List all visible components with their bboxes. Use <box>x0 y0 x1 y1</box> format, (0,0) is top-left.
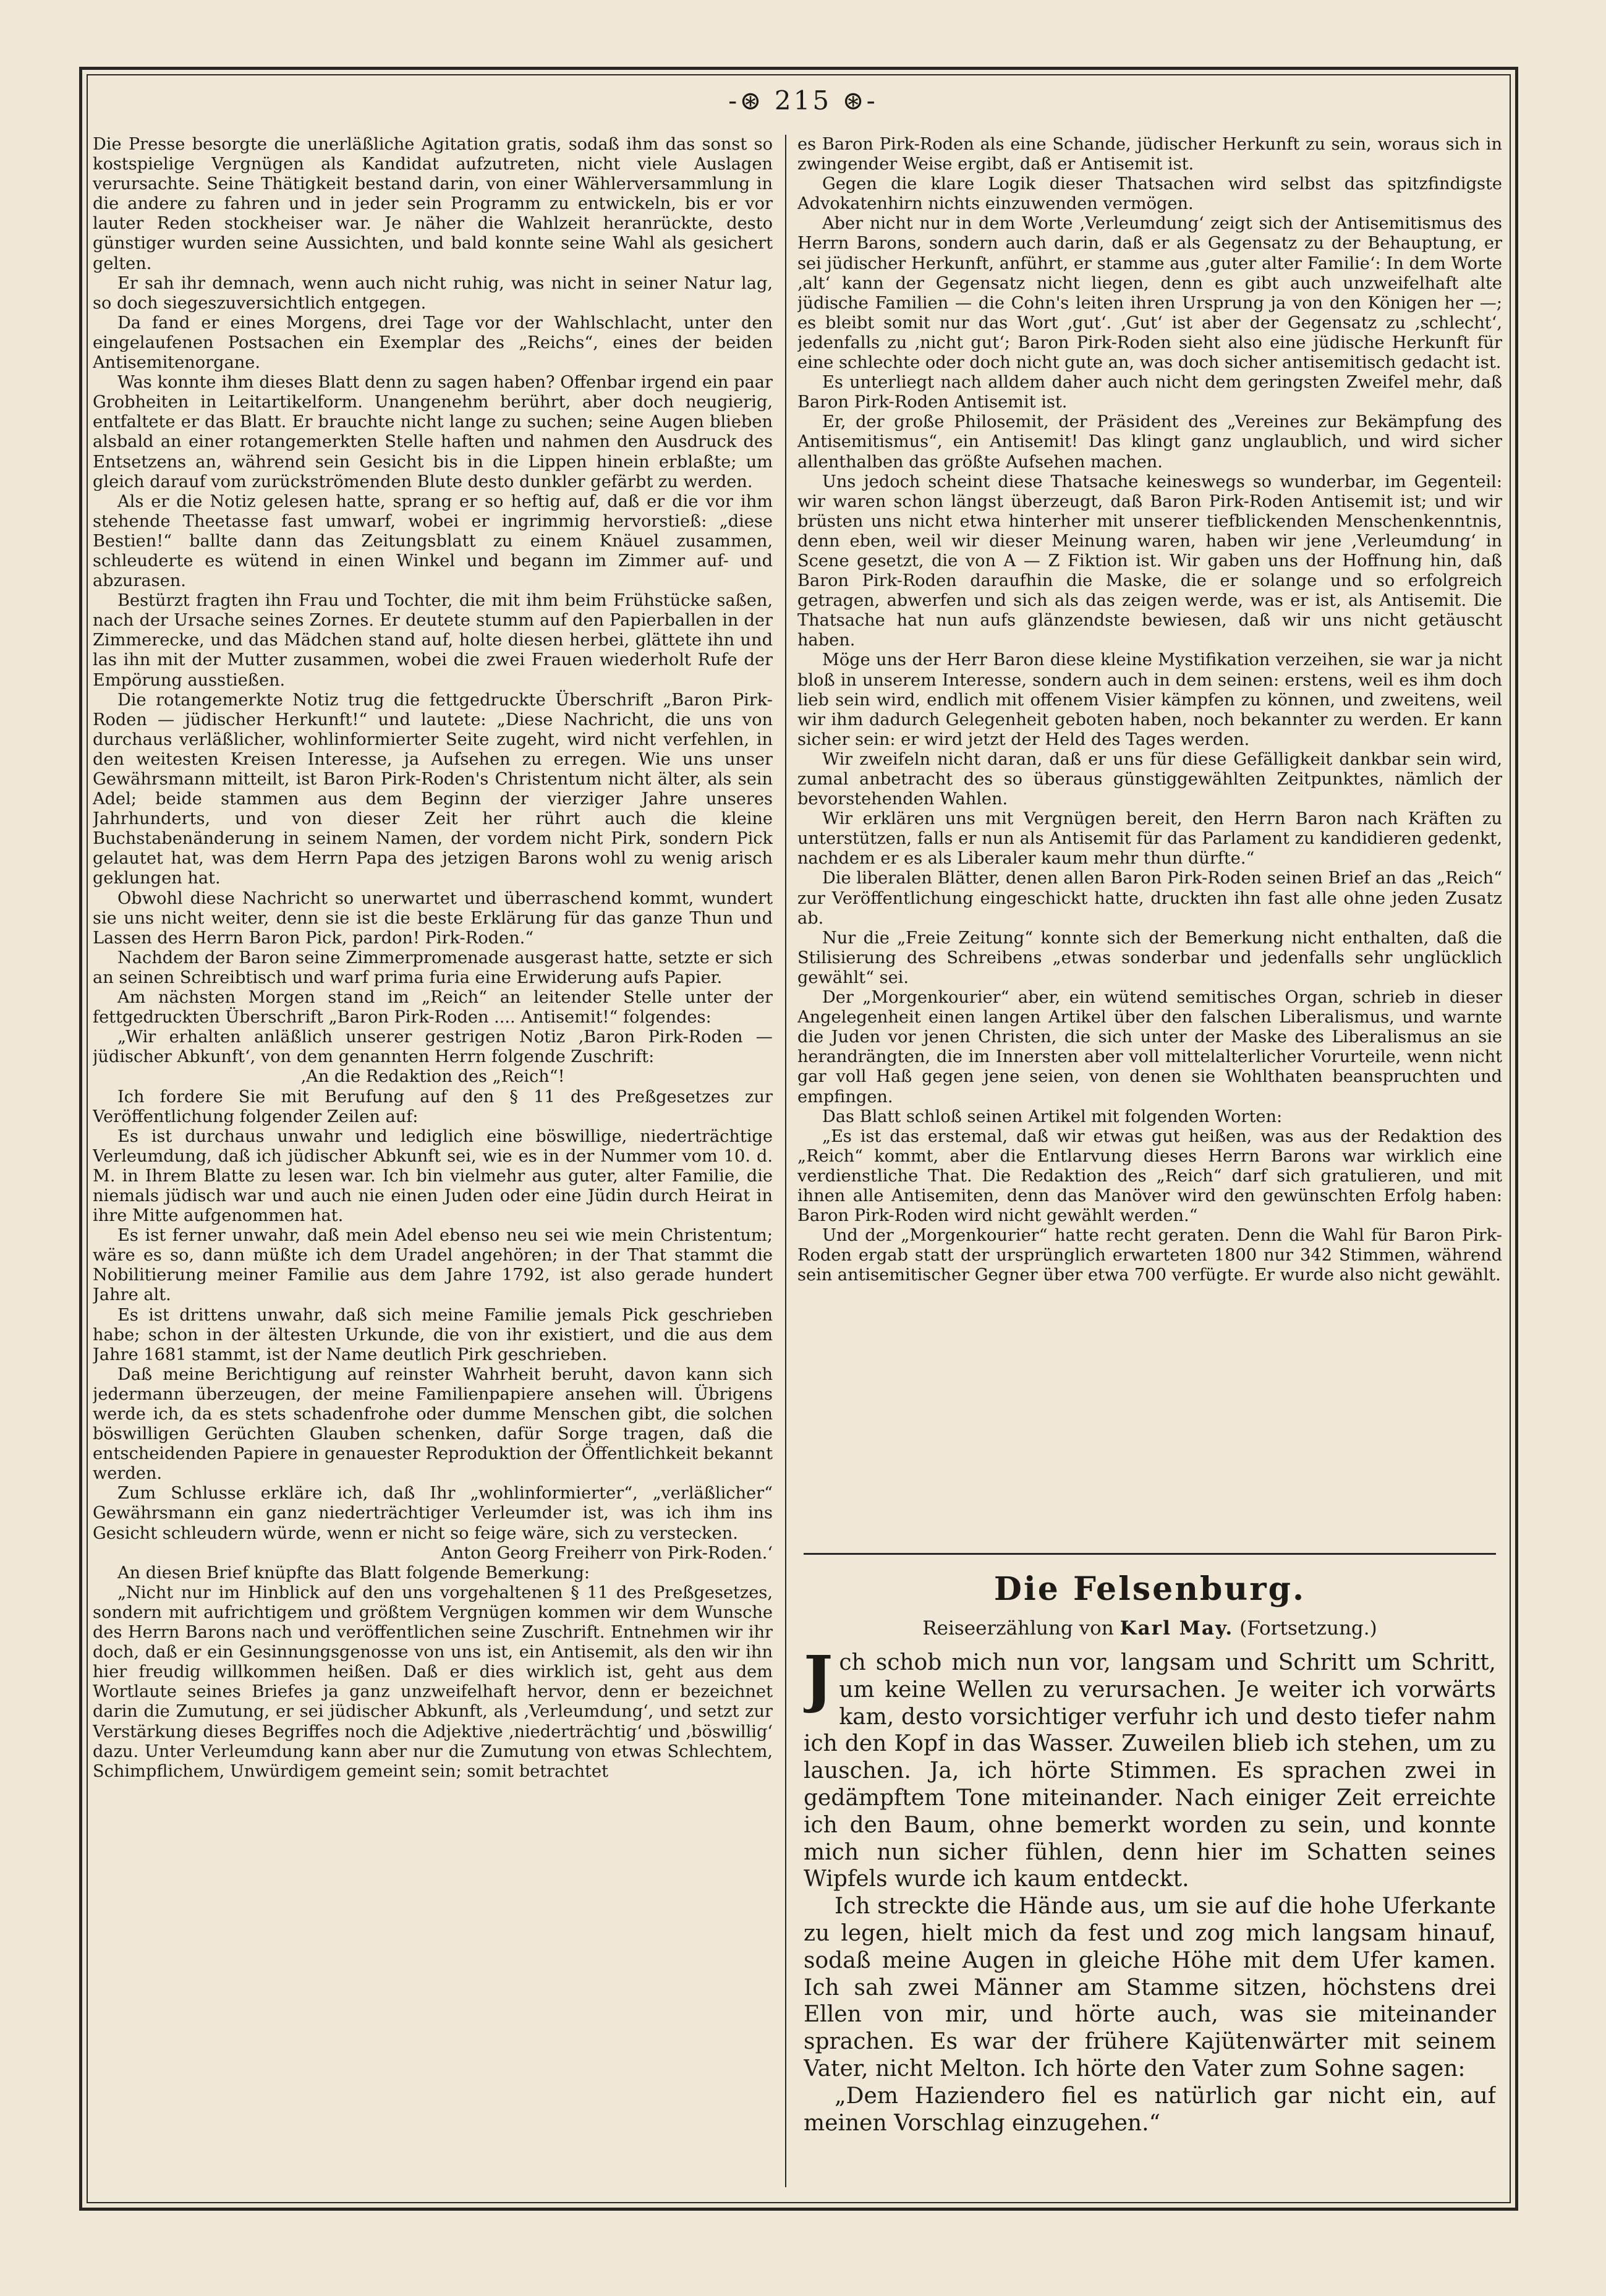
paragraph: Am nächsten Morgen stand im „Reich“ an leitender Stelle unter der fettgedruckten Überschrift „Baron Pirk-Roden .... Antisemit!“ folgendes: <box>93 988 773 1027</box>
paragraph: Zum Schlusse erkläre ich, daß Ihr „wohlinformierter“, „verläßlicher“ Gewährsmann ein ganz niederträchtiger Verleumder ist, was ich ihm ins Gesicht schleudern würde, wenn er nicht so feige wäre, sich zu verstecken. <box>93 1484 773 1543</box>
page-number-header <box>0 85 1606 116</box>
paragraph: Die rotangemerkte Notiz trug die fettgedruckte Überschrift „Baron Pirk-Roden — jüdischer Herkunft!“ und lautete: „Diese Nachricht, die uns von durchaus verläßlicher, wohlinformierter Seite zugeht, wird nicht verfehlen, in den weitesten Kreisen Interesse, ja Aufsehen zu erregen. Wie uns unser Gewährsmann mitteilt, ist Baron Pirk-Roden's Christentum nicht älter, als sein Adel; beide stammen aus dem Beginn der vierziger Jahre unseres Jahrhunderts, und von dieser Zeit her rührt auch die kleine Buchstabenänderung in seinem Namen, der vordem nicht Pirk, sondern Pick gelautet hat, was dem Herrn Papa des jetzigen Barons wohl zu wenig arisch geklungen hat. <box>93 690 773 888</box>
subtitle-prefix: Reiseerzählung von <box>922 1617 1114 1639</box>
paragraph: Es ist ferner unwahr, daß mein Adel ebenso neu sei wie mein Christentum; wäre es so, dann müßte ich dem Uradel angehören; in der That stammt die Nobilitierung meiner Familie aus dem Jahre 1792, ist also gerade hundert Jahre alt. <box>93 1226 773 1305</box>
paragraph: Als er die Notiz gelesen hatte, sprang er so heftig auf, daß er die vor ihm stehende Theetasse fast umwarf, wobei er ingrimmig hervorstieß: „diese Bestien!“ ballte dann das Zeitungsblatt zu einem Knäuel zusammen, schleuderte es wütend in einen Winkel und begann im Zimmer auf- und abzurasen. <box>93 491 773 591</box>
paragraph: Bestürzt fragten ihn Frau und Tochter, die mit ihm beim Frühstücke saßen, nach der Ursache seines Zornes. Er deutete stumm auf den Papierballen in der Zimmerecke, und das Mädchen stand auf, holte diesen herbei, glättete ihn und las ihn mit der Mutter zusammen, wobei die zwei Frauen wiederholt Rufe der Empörung ausstießen. <box>93 591 773 690</box>
paragraph: Die liberalen Blätter, denen allen Baron Pirk-Roden seinen Brief an das „Reich“ zur Veröffentlichung eingeschickt hatte, druckten ihn fast alle ohne jeden Zusatz ab. <box>797 869 1502 928</box>
paragraph: Die Presse besorgte die unerläßliche Agitation gratis, sodaß ihm das sonst so kostspielige Vergnügen als Kandidat aufzutreten, nicht viele Auslagen verursachte. Seine Thätigkeit bestand darin, von einer Wählerversammlung in die andere zu fahren und in jeder sein Programm zu entwickeln, bis er vor lauter Reden stockheiser war. Je näher die Wahlzeit heranrückte, desto günstiger wurden seine Aussichten, und bald konnte seine Wahl als gesichert gelten. <box>93 135 773 273</box>
paragraph: Nachdem der Baron seine Zimmerpromenade ausgerast hatte, setzte er sich an seinen Schreibtisch und warf prima furia eine Erwiderung aufs Papier. <box>93 948 773 987</box>
paragraph: Nur die „Freie Zeitung“ konnte sich der Bemerkung nicht enthalten, daß die Stilisierung des Schreibens „etwas sonderbar und jedenfalls sehr unglücklich gewählt“ sei. <box>797 928 1502 987</box>
paragraph: Er, der große Philosemit, der Präsident des „Vereines zur Bekämpfung des Antisemitismus“, ein Antisemit! Das klingt ganz unglaublich, und wird sicher allenthalben das größte Aufsehen machen. <box>797 412 1502 472</box>
paragraph: „Es ist das erstemal, daß wir etwas gut heißen, was aus der Redaktion des „Reich“ kommt, aber die Entlarvung dieses Herrn Barons war wirklich eine verdienstliche That. Die Redaktion des „Reich“ darf sich gratulieren, und mit ihnen alle Antisemiten, denn das Manöver wird den gewünschten Erfolg haben: Baron Pirk-Roden wird nicht gewählt werden.“ <box>797 1126 1502 1226</box>
story-body <box>804 1649 1496 2156</box>
paragraph: Der „Morgenkourier“ aber, ein wütend semitisches Organ, schrieb in dieser Angelegenheit einen langen Artikel über den falschen Liberalismus, und warnte die Juden vor jenen Christen, die sich unter der Maske des Liberalismus an sie herandrängten, die im Innersten aber voll mittelalterlicher Vorurteile, wenn nicht gar voll Haß gegen jene seien, von denen sie Wohlthaten beanspruchten und empfingen. <box>797 988 1502 1107</box>
subtitle-suffix: (Fortsetzung.) <box>1239 1617 1377 1639</box>
page-number: 215 <box>774 85 832 116</box>
paragraph: Was konnte ihm dieses Blatt denn zu sagen haben? Offenbar irgend ein paar Grobheiten in Leitartikelform. Unangenehm berührt, aber doch neugierig, entfaltete er das Blatt. Er brauchte nicht lange zu suchen; seine Augen blieben alsbald an einer rotangemerkten Stelle haften und nahmen den Ausdruck des Entsetzens an, während sein Gesicht bis in die Lippen hinein erblaßte; um gleich darauf vom zurückströmenden Blute desto dunkler gefärbt zu werden. <box>93 373 773 491</box>
story-subtitle <box>797 1617 1502 1639</box>
paragraph: Obwohl diese Nachricht so unerwartet und überraschend kommt, wundert sie uns nicht weiter, denn sie ist die beste Erklärung für das ganze Thun und Lassen des Herrn Baron Pick, pardon! Pirk-Roden.“ <box>93 888 773 948</box>
paragraph: Da fand er eines Morgens, drei Tage vor der Wahlschlacht, unter den eingelaufenen Postsachen ein Exemplar des „Reichs“, eines der beiden Antisemitenorgane. <box>93 313 773 373</box>
paragraph: Und der „Morgenkourier“ hatte recht geraten. Denn die Wahl für Baron Pirk-Roden ergab statt der ursprünglich erwarteten 1800 nur 342 Stimmen, während sein antisemitischer Gegner über etwa 700 verfügte. Er wurde also nicht gewählt. <box>797 1226 1502 1285</box>
right-column <box>797 135 1502 1544</box>
drop-cap: J <box>804 1649 833 1715</box>
paragraph: Aber nicht nur in dem Worte ‚Verleumdung‘ zeigt sich der Antisemitismus des Herrn Barons, sondern auch darin, daß er als Gegensatz zu der Behauptung, er sei jüdischer Herkunft, anführt, er stamme aus ‚guter alter Familie‘: In dem Worte ‚alt‘ kann der Gegensatz nicht liegen, denn es gibt auch unzweifelhaft alte jüdische Familien — die Cohn's leiten ihren Ursprung ja von den Königen her —; es bleibt somit nur das Wort ‚gut‘. ‚Gut‘ ist aber der Gegensatz zu ‚schlecht‘, jedenfalls zu ‚nicht gut‘; Baron Pirk-Roden sieht also eine jüdische Herkunft für eine schlechte oder doch nicht gute an, was doch sicher antisemitisch gedacht ist. <box>797 214 1502 373</box>
letter-signature: Anton Georg Freiherr von Pirk-Roden.‘ <box>441 1543 773 1563</box>
paragraph: „Wir erhalten anläßlich unserer gestrigen Notiz ‚Baron Pirk-Roden — jüdischer Abkunft‘, von dem genannten Herrn folgende Zuschrift: <box>93 1027 773 1067</box>
paragraph: Uns jedoch scheint diese Thatsache keineswegs so wunderbar, im Gegenteil: wir waren schon längst überzeugt, daß Baron Pirk-Roden Antisemit ist; und wir brüsten uns nicht etwa hinterher mit unserer tiefblickenden Menschenkenntnis, denn eben, weil wir dieser Meinung waren, haben wir jene ‚Verleumdung‘ in Scene gesetzt, die von A — Z Fiktion ist. Wir gaben uns der Hoffnung hin, daß Baron Pirk-Roden daraufhin die Maske, die er solange und so erfolgreich getragen, abwerfen und sich als das zeigen werde, was er ist, als Antisemit. Die Thatsache hat nun aufs glänzendste bewiesen, daß wir uns nicht getäuscht haben. <box>797 472 1502 650</box>
paragraph: Wir zweifeln nicht daran, daß er uns für diese Gefälligkeit dankbar sein wird, zumal anbetracht des so überaus günstiggewählten Zeitpunktes, nämlich der bevorstehenden Wahlen. <box>797 749 1502 809</box>
story-paragraph <box>804 1649 1496 1893</box>
paragraph: Wir erklären uns mit Vergnügen bereit, den Herrn Baron nach Kräften zu unterstützen, falls er nun als Antisemit für das Parlament zu kandidieren gedenkt, nachdem er es als Liberaler kaum mehr thun dürfte.“ <box>797 809 1502 869</box>
paragraph: Es ist durchaus unwahr und lediglich eine böswillige, niederträchtige Verleumdung, daß ich jüdischer Abkunft sei, wie es in der Nummer vom 10. d. M. in Ihrem Blatte zu lesen war. Ich bin vielmehr aus guter, alter Familie, die niemals jüdisch war und auch nie einen Juden oder eine Jüdin durch Heirat in ihre Mitte aufgenommen hat. <box>93 1126 773 1226</box>
paragraph: Es unterliegt nach alldem daher auch nicht dem geringsten Zweifel mehr, daß Baron Pirk-Roden Antisemit ist. <box>797 373 1502 412</box>
story-paragraph: Ich streckte die Hände aus, um sie auf die hohe Uferkante zu legen, hielt mich da fest und zog mich langsam hinauf, sodaß meine Augen in gleiche Höhe mit dem Ufer kamen. Ich sah zwei Männer am Stamme sitzen, höchstens drei Ellen von mir, und hörte auch, was sie miteinander sprachen. Es war der frühere Kajütenwärter mit seinem Vater, nicht Melton. Ich hörte den Vater zum Sohne sagen: <box>804 1894 1496 2081</box>
paragraph: An diesen Brief knüpfte das Blatt folgende Bemerkung: <box>117 1563 590 1583</box>
story-title: Die Felsenburg. <box>993 1570 1306 1608</box>
story-paragraph-text: ch schob mich nun vor, langsam und Schritt um Schritt, um keine Wellen zu verursachen. Je weiter ich vorwärts kam, desto vorsichtiger verfuhr ich und desto tiefer nahm ich den Kopf in das Wasser. Zuweilen blieb ich stehen, um zu lauschen. Ja, ich hörte Stimmen. Es sprachen zwei in gedämpftem Tone miteinander. Nach einiger Zeit erreichte ich den Baum, ohne bemerkt worden zu sein, und konnte mich nun sicher fühlen, denn hier im Schatten seines Wipfels wurde ich kaum entdeckt. <box>804 1650 1496 1892</box>
paragraph: Es ist drittens unwahr, daß sich meine Familie jemals Pick geschrieben habe; schon in der ältesten Urkunde, die von ihr existiert, und die aus dem Jahre 1681 stammt, ist der Name deutlich Pirk geschrieben. <box>93 1305 773 1364</box>
paragraph: „Nicht nur im Hinblick auf den uns vorgehaltenen § 11 des Preßgesetzes, sondern mit aufrichtigem und größtem Vergnügen kommen wir dem Wunsche des Herrn Barons nach und veröffentlichen seine Zuschrift. Entnehmen wir ihr doch, daß er ein Gesinnungsgenosse von uns ist, ein Antisemit, als den wir ihn hier freudig willkommen heißen. Daß er dies wirklich ist, geht aus dem Wortlaute seines Briefes ja ganz unzweifelhaft hervor, denn er bezeichnet darin die Zumutung, er sei jüdischer Abkunft, als ‚Verleumdung‘, und setzt zur Verstärkung dieses Begriffes noch die Adjektive ‚niederträchtig‘ und ‚böswillig‘ dazu. Unter Verleumdung kann aber nur die Zumutung von etwas Schlechtem, Schimpflichem, Unwürdigem gemeint sein; somit betrachtet <box>93 1583 773 1781</box>
paragraph: Das Blatt schloß seinen Artikel mit folgenden Worten: <box>822 1107 1283 1126</box>
paragraph: Er sah ihr demnach, wenn auch nicht ruhig, was nicht in seiner Natur lag, so doch siegeszuversichtlich entgegen. <box>93 273 773 313</box>
paragraph: Gegen die klare Logik dieser Thatsachen wird selbst das spitzfindigste Advokatenhirn nichts einzuwenden vermögen. <box>797 174 1502 214</box>
paragraph: es Baron Pirk-Roden als eine Schande, jüdischer Herkunft zu sein, woraus sich in zwingender Weise ergibt, daß er Antisemit ist. <box>797 135 1502 174</box>
paragraph: Möge uns der Herr Baron diese kleine Mystifikation verzeihen, sie war ja nicht bloß in unserem Interesse, sondern auch in dem seinen: erstens, weil es ihm doch lieb sein wird, endlich mit offenem Visier kämpfen zu können, und zweitens, weil wir ihm dadurch Gelegenheit geboten haben, noch bekannter zu werden. Er kann sicher sein: er wird jetzt der Held des Tages werden. <box>797 650 1502 749</box>
paragraph: Daß meine Berichtigung auf reinster Wahrheit beruht, davon kann sich jedermann überzeugen, der meine Familienpapiere ansehen will. Übrigens werde ich, da es stets schadenfrohe oder dumme Menschen gibt, die solchen böswilligen Gerüchten Glauben schenken, dafür Sorge tragen, daß die entscheidenden Papiere in genauester Reproduktion der Öffentlichkeit bekannt werden. <box>93 1364 773 1484</box>
story-author: Karl May. <box>1120 1617 1234 1639</box>
ornament-right: ⊛- <box>842 85 878 116</box>
story-paragraph: „Dem Haziendero fiel es natürlich gar nicht ein, auf meinen Vorschlag einzugehen.“ <box>804 2083 1496 2136</box>
column-divider <box>785 135 786 2187</box>
ornament-left: -⊛ <box>728 85 764 116</box>
left-column <box>93 135 773 2181</box>
paragraph: Ich fordere Sie mit Berufung auf den § 11 des Preßgesetzes zur Veröffentlichung folgender Zeilen auf: <box>93 1087 773 1126</box>
section-rule <box>804 1553 1496 1555</box>
letter-salutation: ‚An die Redaktion des „Reich“! <box>300 1067 565 1087</box>
